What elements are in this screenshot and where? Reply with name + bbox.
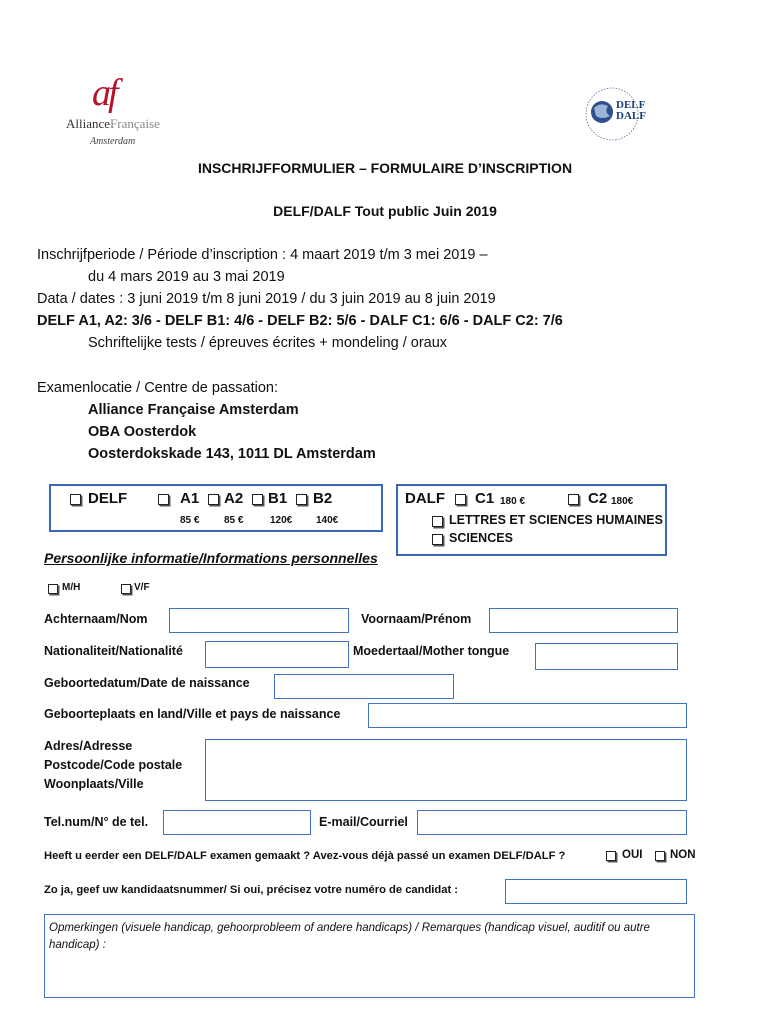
previous-exam-question: Heeft u eerder een DELF/DALF examen gemaakt ? Avez-vous déjà passé un examen DELF/DALF ?	[44, 850, 566, 862]
non-checkbox[interactable]	[655, 851, 665, 861]
remarks-label: Opmerkingen (visuele handicap, gehoorprobleem of andere handicaps) / Remarques (handicap visuel, auditif ou autre handicap) :	[49, 922, 650, 951]
dalf-logo-text: DALF	[616, 110, 646, 122]
lastname-label: Achternaam/Nom	[44, 612, 148, 626]
a2-price: 85 €	[224, 515, 244, 526]
delf-label: DELF	[88, 490, 128, 507]
oui-label: OUI	[622, 849, 643, 861]
postcode-label: Postcode/Code postale	[44, 758, 183, 772]
firstname-field[interactable]	[489, 608, 678, 633]
gender-m-checkbox[interactable]	[48, 584, 58, 594]
city-label: Woonplaats/Ville	[44, 777, 144, 791]
email-field[interactable]	[417, 810, 687, 835]
lettres-checkbox[interactable]	[432, 516, 443, 527]
form-subtitle: DELF/DALF Tout public Juin 2019	[273, 203, 497, 219]
logo-name-part: Française	[110, 116, 160, 131]
c2-price: 180€	[611, 496, 634, 507]
b2-price: 140€	[316, 515, 339, 526]
c1-checkbox[interactable]	[455, 494, 466, 505]
nationality-label: Nationaliteit/Nationalité	[44, 644, 183, 658]
sciences-checkbox[interactable]	[432, 534, 443, 545]
a2-label: A2	[224, 490, 244, 507]
delf-checkbox[interactable]	[70, 494, 81, 505]
birthplace-label: Geboorteplaats en land/Ville et pays de naissance	[44, 707, 341, 721]
b2-label: B2	[313, 490, 333, 507]
dalf-label: DALF	[405, 490, 445, 507]
nationality-field[interactable]	[205, 641, 349, 668]
form-title: INSCHRIJFFORMULIER – FORMULAIRE D’INSCRIPTION	[197, 160, 573, 176]
lettres-label: LETTRES ET SCIENCES HUMAINES	[449, 513, 663, 527]
c1-price: 180 €	[500, 496, 526, 507]
tel-label: Tel.num/N° de tel.	[44, 815, 149, 829]
mothertongue-field[interactable]	[535, 643, 678, 670]
a1-label: A1	[180, 490, 200, 507]
alliance-francaise-logo-name	[66, 116, 160, 132]
b2-checkbox[interactable]	[296, 494, 307, 505]
b1-price: 120€	[270, 515, 293, 526]
a2-checkbox[interactable]	[208, 494, 219, 505]
gender-v-label: V/F	[134, 582, 150, 593]
email-label: E-mail/Courriel	[319, 815, 408, 829]
alliance-francaise-logo-mark: af	[92, 72, 116, 114]
exam-dates: Data / dates : 3 juni 2019 t/m 8 juni 2019 / du 3 juin 2019 au 8 juin 2019	[37, 291, 496, 307]
tel-field[interactable]	[163, 810, 311, 835]
c1-label: C1	[475, 490, 495, 507]
alliance-francaise-logo-city: Amsterdam	[90, 136, 136, 147]
registration-period-fr: du 4 mars 2019 au 3 mai 2019	[88, 269, 285, 285]
exam-tests: Schriftelijke tests / épreuves écrites + mondeling / oraux	[88, 335, 448, 351]
section-title-personal: Persoonlijke informatie/Informations personnelles	[44, 550, 378, 566]
location-name: Alliance Française Amsterdam	[88, 402, 299, 418]
c2-label: C2	[588, 490, 608, 507]
oui-checkbox[interactable]	[606, 851, 616, 861]
exam-levels: DELF A1, A2: 3/6 - DELF B1: 4/6 - DELF B2: 5/6 - DALF C1: 6/6 - DALF C2: 7/6	[37, 313, 563, 329]
gender-m-label: M/H	[62, 582, 81, 593]
delf-dalf-commission-logo	[582, 78, 662, 142]
birthdate-field[interactable]	[274, 674, 454, 699]
mothertongue-label: Moedertaal/Mother tongue	[353, 644, 510, 658]
c2-checkbox[interactable]	[568, 494, 579, 505]
candidate-number-field[interactable]	[505, 879, 687, 904]
registration-period: Inschrijfperiode / Période d’inscription : 4 maart 2019 t/m 3 mei 2019 –	[37, 247, 488, 263]
candidate-number-label: Zo ja, geef uw kandidaatsnummer/ Si oui, précisez votre numéro de candidat :	[44, 884, 459, 896]
firstname-label: Voornaam/Prénom	[361, 612, 472, 626]
b1-label: B1	[268, 490, 288, 507]
birthdate-label: Geboortedatum/Date de naissance	[44, 676, 250, 690]
lastname-field[interactable]	[169, 608, 349, 633]
address-field[interactable]	[205, 739, 687, 801]
logo-name-part: Alliance	[66, 116, 111, 131]
a1-checkbox[interactable]	[158, 494, 169, 505]
delf-logo-text: DELF	[616, 99, 646, 111]
non-label: NON	[670, 849, 696, 861]
location-branch: OBA Oosterdok	[88, 424, 197, 440]
location-label: Examenlocatie / Centre de passation:	[37, 380, 278, 396]
birthplace-field[interactable]	[368, 703, 687, 728]
gender-v-checkbox[interactable]	[121, 584, 131, 594]
sciences-label: SCIENCES	[449, 531, 513, 545]
address-label: Adres/Adresse	[44, 739, 133, 753]
b1-checkbox[interactable]	[252, 494, 263, 505]
location-address: Oosterdokskade 143, 1011 DL Amsterdam	[88, 446, 376, 462]
a1-price: 85 €	[180, 515, 200, 526]
